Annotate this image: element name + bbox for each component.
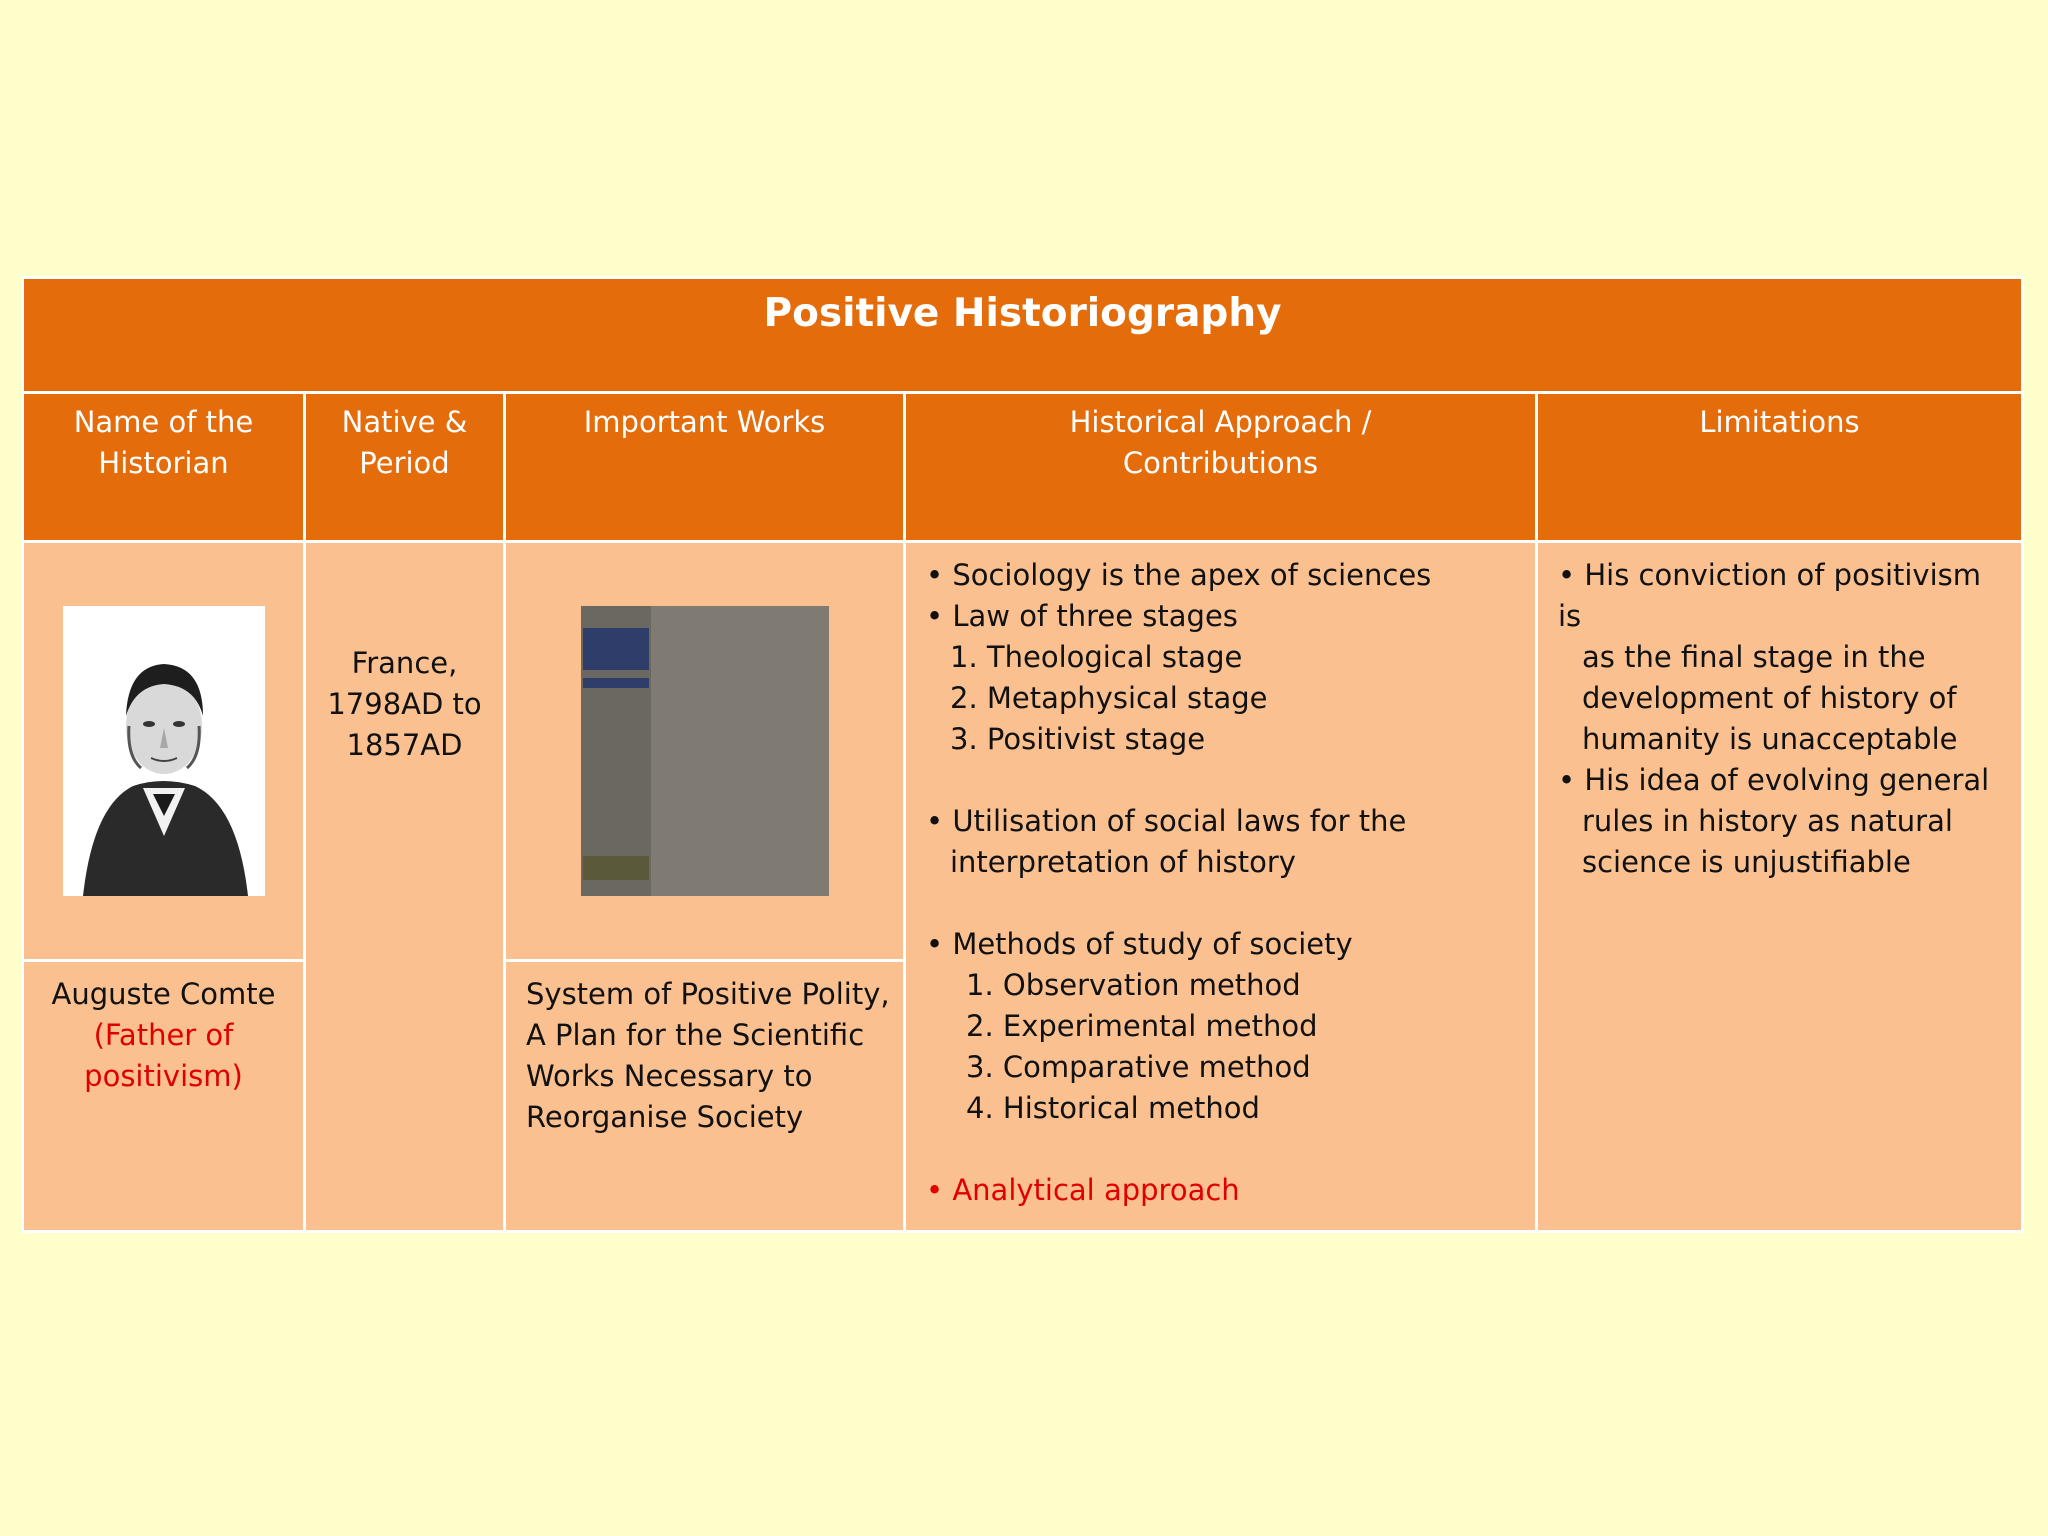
- header-native-line1: Native &: [341, 405, 468, 439]
- method-item: 3. Comparative method: [966, 1050, 1311, 1084]
- native-country: France,: [351, 646, 458, 680]
- approach-bullet-apex: • Sociology is the apex of sciences: [926, 558, 1432, 592]
- title-row: [23, 278, 2023, 393]
- native-period-cell: [305, 542, 505, 1232]
- book-spine-foot-band: [583, 856, 649, 880]
- comte-portrait: [63, 606, 265, 896]
- stage-item: 2. Metaphysical stage: [950, 681, 1268, 715]
- approach-bullet-three-stages: • Law of three stages: [926, 599, 1238, 633]
- book-image: [581, 606, 829, 896]
- work-title-line: A Plan for the Scientific: [526, 1018, 865, 1052]
- works-cell: [505, 961, 905, 1232]
- native-period-start: 1798AD to: [327, 687, 482, 721]
- header-limitations-label: Limitations: [1699, 405, 1860, 439]
- work-title-line: Reorganise Society: [526, 1100, 804, 1134]
- header-approach: [905, 393, 1537, 542]
- limitation-general-rules-cont: science is unjustifiable: [1582, 845, 1911, 879]
- approach-bullet-methods: • Methods of study of society: [926, 927, 1353, 961]
- limitations-cell: [1537, 542, 2023, 1232]
- slide-title: Positive Historiography: [763, 291, 1282, 336]
- portrait-illustration: [63, 606, 265, 896]
- limitation-positivism-cont: development of history of: [1582, 681, 1957, 715]
- header-name: [23, 393, 305, 542]
- book-spine-author-band: [583, 678, 649, 688]
- book-spine: [581, 606, 651, 896]
- historian-name-cell: [23, 961, 305, 1232]
- spacer: [926, 1129, 1535, 1170]
- approach-bullet-analytical: • Analytical approach: [926, 1173, 1240, 1207]
- header-approach-line1: Historical Approach /: [1069, 405, 1372, 439]
- book-cell: [505, 542, 905, 961]
- header-native: [305, 393, 505, 542]
- historian-epithet-line2: positivism): [84, 1059, 243, 1093]
- native-period-end: 1857AD: [346, 728, 463, 762]
- method-item: 1. Observation method: [966, 968, 1301, 1002]
- approach-bullet-social-laws: • Utilisation of social laws for the: [926, 804, 1407, 838]
- stage-item: 3. Positivist stage: [950, 722, 1206, 756]
- historiography-table: [21, 276, 2024, 1233]
- header-name-line1: Name of the: [73, 405, 254, 439]
- limitation-general-rules-cont: rules in history as natural: [1582, 804, 1953, 838]
- historian-name: Auguste Comte: [51, 977, 276, 1011]
- book-spine-title-band: [583, 628, 649, 670]
- header-native-line2: Period: [359, 446, 450, 480]
- stage-item: 1. Theological stage: [950, 640, 1243, 674]
- spacer: [926, 760, 1535, 801]
- limitation-positivism: • His conviction of positivism is: [1558, 558, 1982, 633]
- portrait-cell: [23, 542, 305, 961]
- header-limitations: [1537, 393, 2023, 542]
- header-name-line2: Historian: [98, 446, 229, 480]
- header-works: [505, 393, 905, 542]
- work-title-line: System of Positive Polity,: [526, 977, 890, 1011]
- historian-epithet-line1: (Father of: [93, 1018, 234, 1052]
- approach-bullet-social-laws-cont: interpretation of history: [950, 845, 1296, 879]
- approach-cell: [905, 542, 1537, 1232]
- limitation-positivism-cont: humanity is unacceptable: [1582, 722, 1958, 756]
- method-item: 2. Experimental method: [966, 1009, 1318, 1043]
- spacer: [926, 883, 1535, 924]
- header-approach-line2: Contributions: [1122, 446, 1319, 480]
- work-title-line: Works Necessary to: [526, 1059, 813, 1093]
- limitation-general-rules: • His idea of evolving general: [1558, 763, 1990, 797]
- method-item: 4. Historical method: [966, 1091, 1260, 1125]
- header-works-label: Important Works: [583, 405, 826, 439]
- limitation-positivism-cont: as the final stage in the: [1582, 640, 1926, 674]
